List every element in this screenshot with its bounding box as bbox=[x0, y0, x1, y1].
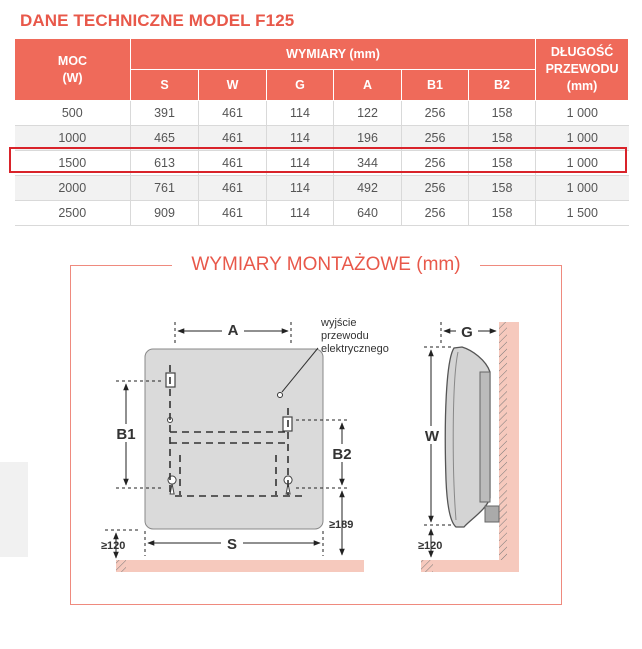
table-cell: 256 bbox=[402, 176, 469, 201]
table-cell: 2500 bbox=[15, 201, 131, 226]
table-cell: 461 bbox=[199, 151, 267, 176]
table-cell: 465 bbox=[131, 126, 199, 151]
table-cell: 256 bbox=[402, 126, 469, 151]
label-a: A bbox=[227, 322, 239, 339]
table-cell: 158 bbox=[469, 126, 536, 151]
label-s: S bbox=[226, 536, 238, 553]
page-title: DANE TECHNICZNE MODEL F125 bbox=[20, 11, 295, 30]
table-cell: 461 bbox=[199, 201, 267, 226]
table-cell: 122 bbox=[334, 101, 402, 126]
table-cell: 114 bbox=[267, 101, 334, 126]
table-cell: 500 bbox=[15, 101, 131, 126]
header-a: A bbox=[334, 70, 402, 101]
table-cell: 1 000 bbox=[536, 101, 629, 126]
cable-exit-label-1: wyjście bbox=[321, 317, 357, 329]
cable-exit-label-3: elektrycznego bbox=[321, 343, 389, 355]
table-cell: 114 bbox=[267, 176, 334, 201]
table-cell: 158 bbox=[469, 201, 536, 226]
header-g: G bbox=[267, 70, 334, 101]
table-cell: 492 bbox=[334, 176, 402, 201]
label-min-120-left: ≥120 bbox=[101, 540, 126, 552]
table-cell: 114 bbox=[267, 151, 334, 176]
table-cell: 1 000 bbox=[536, 151, 629, 176]
table-cell: 158 bbox=[469, 176, 536, 201]
table-cell: 461 bbox=[199, 126, 267, 151]
table-cell: 158 bbox=[469, 151, 536, 176]
label-min-189: ≥189 bbox=[329, 519, 354, 531]
header-b1: B1 bbox=[402, 70, 469, 101]
table-cell: 1 000 bbox=[536, 176, 629, 201]
table-cell: 1 500 bbox=[536, 201, 629, 226]
table-cell: 344 bbox=[334, 151, 402, 176]
label-b2: B2 bbox=[332, 446, 352, 463]
header-b2: B2 bbox=[469, 70, 536, 101]
table-cell: 461 bbox=[199, 101, 267, 126]
table-cell: 909 bbox=[131, 201, 199, 226]
header-w: W bbox=[199, 70, 267, 101]
table-cell: 1 000 bbox=[536, 126, 629, 151]
table-cell: 256 bbox=[402, 151, 469, 176]
table-cell: 461 bbox=[199, 176, 267, 201]
floor-right bbox=[421, 560, 519, 572]
header-dimensions: WYMIARY (mm) bbox=[131, 39, 536, 70]
table-cell: 256 bbox=[402, 201, 469, 226]
table-cell: 1500 bbox=[15, 151, 131, 176]
table-cell: 761 bbox=[131, 176, 199, 201]
floor-left bbox=[116, 560, 364, 572]
header-cable-length: DŁUGOŚĆ PRZEWODU (mm) bbox=[536, 39, 629, 101]
header-power: MOC (W) bbox=[15, 39, 131, 101]
table-cell: 640 bbox=[334, 201, 402, 226]
label-w: W bbox=[424, 428, 440, 445]
cable-exit-label-2: przewodu bbox=[321, 330, 369, 342]
table-cell: 196 bbox=[334, 126, 402, 151]
table-cell: 256 bbox=[402, 101, 469, 126]
header-s: S bbox=[131, 70, 199, 101]
diagram-title: WYMIARY MONTAŻOWE (mm) bbox=[172, 254, 480, 276]
label-g: G bbox=[461, 324, 473, 341]
label-b1: B1 bbox=[116, 426, 136, 443]
table-cell: 613 bbox=[131, 151, 199, 176]
wall-bracket bbox=[480, 372, 490, 502]
table-cell: 114 bbox=[267, 126, 334, 151]
label-min-120-right: ≥120 bbox=[418, 540, 443, 552]
table-cell: 2000 bbox=[15, 176, 131, 201]
table-cell: 114 bbox=[267, 201, 334, 226]
table-cell: 1000 bbox=[15, 126, 131, 151]
table-cell: 391 bbox=[131, 101, 199, 126]
table-cell: 158 bbox=[469, 101, 536, 126]
